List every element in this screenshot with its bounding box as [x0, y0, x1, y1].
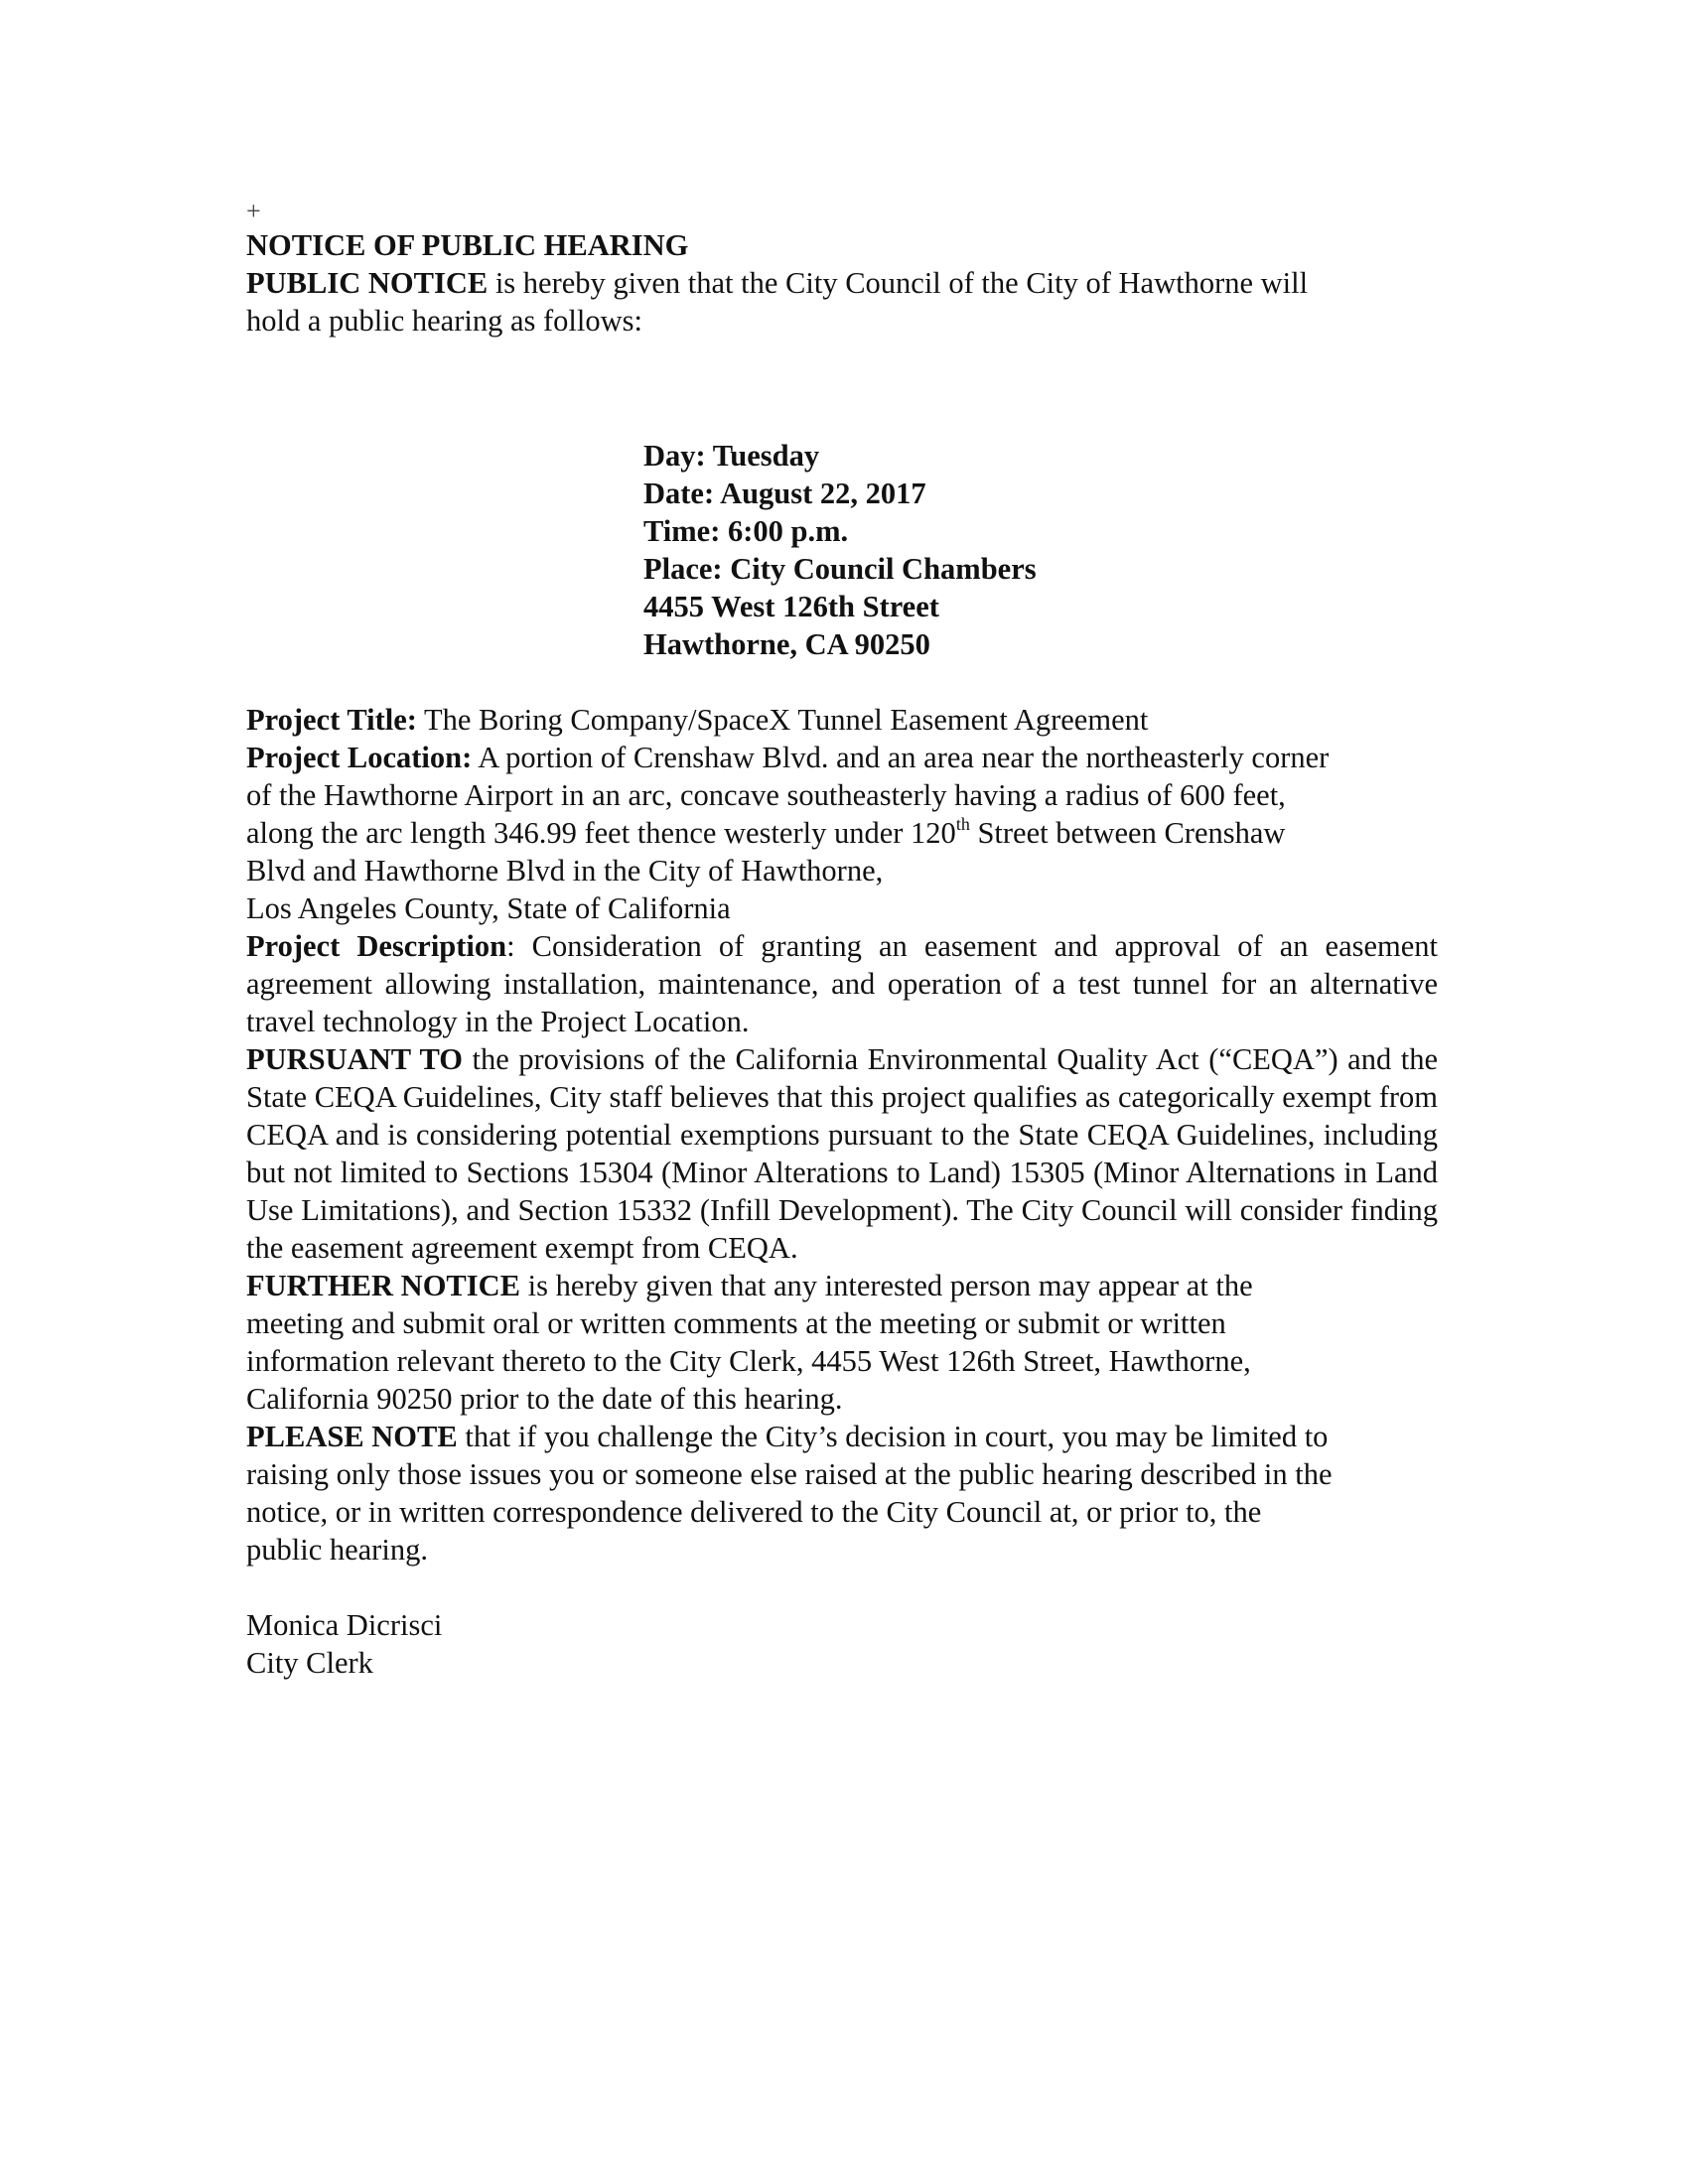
- project-description-label: Project Description: [246, 929, 507, 963]
- ordinal-suffix: th: [955, 813, 970, 834]
- project-description: [246, 927, 1438, 1040]
- schedule-address-1: 4455 West 126th Street: [643, 590, 939, 623]
- project-location-line-3: [246, 814, 1438, 852]
- pursuant-lead: PURSUANT TO: [246, 1042, 463, 1076]
- further-notice-line-2: meeting and submit oral or written comments at the meeting or submit or written: [246, 1306, 1226, 1340]
- intro-line-1-text: is hereby given that the City Council of the City of Hawthorne will: [488, 266, 1309, 300]
- project-title-label: Project Title:: [246, 703, 417, 737]
- please-note-lead: PLEASE NOTE: [246, 1420, 458, 1453]
- project-title-text: The Boring Company/SpaceX Tunnel Easement Agreement: [416, 703, 1149, 737]
- please-note-text-1: that if you challenge the City’s decision in court, you may be limited to: [457, 1420, 1329, 1453]
- plus-mark: +: [246, 197, 261, 225]
- schedule-address-2: Hawthorne, CA 90250: [643, 627, 930, 661]
- schedule-place: Place: City Council Chambers: [643, 552, 1037, 586]
- please-note-line-4: public hearing.: [246, 1533, 428, 1567]
- project-title-line: [246, 701, 1438, 739]
- signatory-name: Monica Dicrisci: [246, 1608, 443, 1642]
- pursuant-text: the provisions of the California Environmental Quality Act (“CEQA”) and the State CEQA Guidelines, City staff believes that this project qualifies as categorically exempt from CEQA and is considering potential exemptions pursuant to the State CEQA Guidelines, including but not limited to Sections 15304 (Minor Alterations to Land) 15305 (Minor Alternations in Land Use Limitations), and Section 15332 (Infill Development). The City Council will consider finding the easement agreement exempt from CEQA.: [246, 1042, 1438, 1265]
- pursuant-paragraph: [246, 1040, 1438, 1267]
- project-location-line-4: Blvd and Hawthorne Blvd in the City of Hawthorne,: [246, 854, 884, 887]
- further-notice-line-3: information relevant thereto to the City Clerk, 4455 West 126th Street, Hawthorne,: [246, 1344, 1251, 1378]
- project-location-text-1: A portion of Crenshaw Blvd. and an area near the northeasterly corner: [472, 741, 1330, 774]
- intro-line-2: hold a public hearing as follows:: [246, 304, 642, 338]
- please-note-line-1: [246, 1418, 1438, 1455]
- please-note-line-3: notice, or in written correspondence delivered to the City Council at, or prior to, the: [246, 1495, 1262, 1529]
- project-description-text: : Consideration of granting an easement and approval of an easement agreement allowing installation, maintenance, and operation of a test tunnel for an alternative travel technology in the Project Location.: [246, 929, 1439, 1038]
- further-notice-line-4: California 90250 prior to the date of this hearing.: [246, 1382, 843, 1416]
- project-details: [246, 701, 1438, 1569]
- project-location-line-2: of the Hawthorne Airport in an arc, concave southeasterly having a radius of 600 feet,: [246, 778, 1286, 812]
- intro-paragraph: [246, 264, 1438, 340]
- project-location-text-3b: Street between Crenshaw: [969, 816, 1286, 850]
- project-location-line-1: [246, 739, 1438, 776]
- further-notice-paragraph: [246, 1267, 1438, 1418]
- hearing-schedule: [643, 437, 1438, 663]
- intro-line-1: [246, 264, 1438, 302]
- notice-title: NOTICE OF PUBLIC HEARING: [246, 228, 689, 262]
- notice-document: [246, 199, 1438, 1682]
- further-notice-text-1: is hereby given that any interested person may appear at the: [520, 1269, 1253, 1302]
- schedule-day: Day: Tuesday: [643, 439, 820, 473]
- further-notice-line-1: [246, 1267, 1438, 1304]
- signature-block: [246, 1606, 1438, 1682]
- signatory-role: City Clerk: [246, 1646, 373, 1680]
- project-location-text-3a: along the arc length 346.99 feet thence westerly under 120: [246, 816, 956, 850]
- please-note-paragraph: [246, 1418, 1438, 1569]
- project-location-line-5: Los Angeles County, State of California: [246, 891, 731, 925]
- project-location-label: Project Location:: [246, 741, 473, 774]
- project-location: [246, 739, 1438, 927]
- further-notice-lead: FURTHER NOTICE: [246, 1269, 521, 1302]
- intro-lead: PUBLIC NOTICE: [246, 266, 489, 300]
- schedule-date: Date: August 22, 2017: [643, 477, 926, 510]
- please-note-line-2: raising only those issues you or someone else raised at the public hearing described in the: [246, 1457, 1333, 1491]
- schedule-time: Time: 6:00 p.m.: [643, 514, 849, 548]
